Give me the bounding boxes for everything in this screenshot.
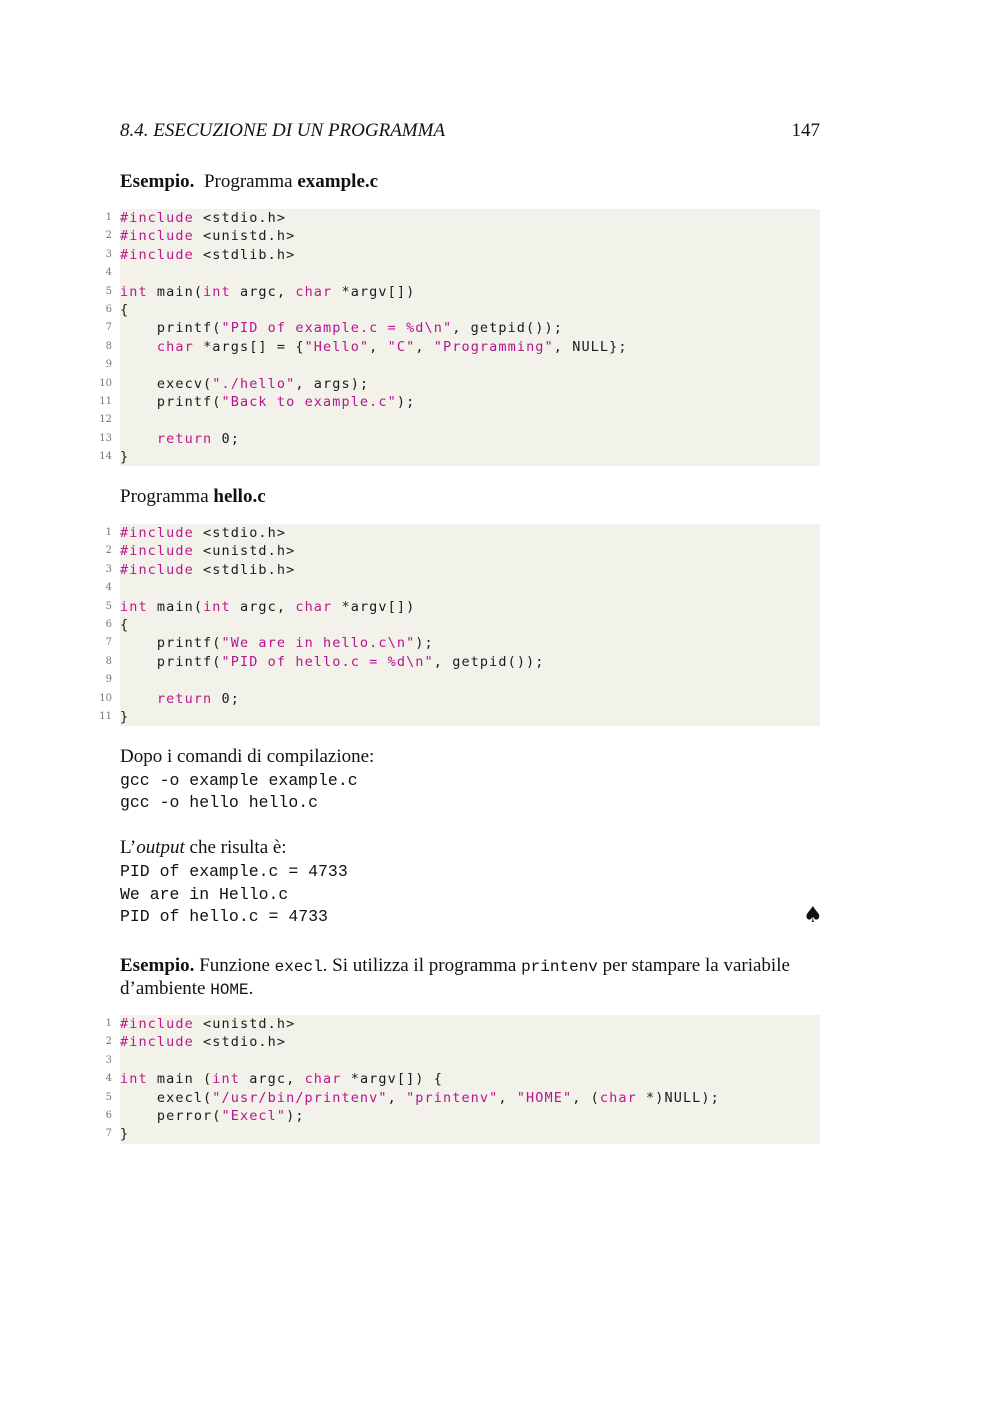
line-number: 1 bbox=[105, 1018, 112, 1029]
code-line bbox=[105, 1052, 820, 1070]
code-text: #include <unistd.h> bbox=[120, 1016, 296, 1032]
example3-paragraph bbox=[120, 955, 820, 1001]
code-text: { bbox=[120, 616, 130, 633]
code-line bbox=[105, 1033, 820, 1051]
code-line bbox=[99, 393, 820, 411]
code-text: perror("Execl"); bbox=[120, 1107, 305, 1124]
code-line bbox=[105, 1089, 820, 1107]
example3-text-4: . bbox=[248, 978, 254, 999]
code-line bbox=[105, 653, 820, 671]
code-line bbox=[105, 561, 820, 579]
example-label: Esempio. bbox=[120, 171, 195, 192]
line-number: 13 bbox=[99, 432, 112, 444]
line-number: 9 bbox=[105, 674, 112, 686]
line-number: 14 bbox=[99, 451, 112, 463]
code-line bbox=[105, 524, 820, 542]
example3-code-3: HOME bbox=[210, 981, 249, 999]
line-number: 4 bbox=[105, 1073, 112, 1085]
code-line bbox=[105, 1070, 820, 1088]
code-line bbox=[105, 283, 820, 301]
code-block-hello bbox=[99, 524, 820, 726]
output-line-2: We are in Hello.c bbox=[120, 885, 289, 904]
code-text: #include <stdio.h> bbox=[120, 525, 287, 541]
example1-heading bbox=[120, 171, 820, 193]
line-number: 7 bbox=[105, 637, 112, 649]
example-label: Esempio. bbox=[120, 955, 195, 976]
example-text: Programma bbox=[203, 171, 298, 192]
output-line-1: PID of example.c = 4733 bbox=[120, 862, 348, 881]
code-text: } bbox=[120, 1126, 130, 1143]
code-line bbox=[105, 209, 820, 227]
example3-code-1: execl bbox=[274, 958, 323, 976]
line-number: 6 bbox=[105, 618, 112, 630]
example3-text-2: . Si utilizza il programma bbox=[322, 955, 522, 976]
running-header bbox=[120, 120, 820, 144]
compile-intro: Dopo i comandi di compilazione: bbox=[120, 746, 375, 767]
example-file: example.c bbox=[297, 171, 379, 192]
compile-command-1: gcc -o example example.c bbox=[120, 771, 358, 790]
code-line bbox=[105, 1107, 820, 1125]
code-line bbox=[105, 671, 820, 689]
line-number: 1 bbox=[105, 527, 112, 538]
code-line bbox=[105, 246, 820, 264]
code-line bbox=[105, 1015, 820, 1033]
line-number: 8 bbox=[105, 655, 112, 667]
code-text: printf("Back to example.c"); bbox=[120, 393, 416, 410]
code-text: printf("We are in hello.c\n"); bbox=[120, 635, 434, 652]
code-text: int main (int argc, char *argv[]) { bbox=[120, 1071, 443, 1088]
code-text: #include <stdio.h> bbox=[120, 210, 287, 226]
line-number: 2 bbox=[105, 230, 112, 242]
code-line bbox=[105, 356, 820, 374]
code-text: execv("./hello", args); bbox=[120, 375, 370, 392]
line-number: 10 bbox=[99, 377, 112, 389]
output-intro-b: output bbox=[136, 837, 185, 858]
line-number: 1 bbox=[105, 212, 112, 223]
code-line bbox=[105, 338, 820, 356]
line-number: 4 bbox=[105, 267, 112, 279]
line-number: 10 bbox=[99, 692, 112, 704]
output-intro bbox=[120, 837, 820, 859]
line-number: 7 bbox=[105, 322, 112, 334]
code-line bbox=[105, 1125, 820, 1143]
output-intro-c: che risulta è: bbox=[184, 837, 287, 858]
code-text: #include <stdio.h> bbox=[120, 1034, 287, 1051]
code-line bbox=[99, 430, 820, 448]
example3-text-3: per stampare la variabile d’ambiente bbox=[120, 955, 790, 999]
code-text: return 0; bbox=[156, 430, 240, 447]
code-block-example bbox=[99, 209, 820, 466]
example3-text-1: Funzione bbox=[194, 955, 275, 976]
example-file: hello.c bbox=[213, 486, 266, 507]
code-line bbox=[105, 319, 820, 337]
line-number: 6 bbox=[105, 1109, 112, 1121]
code-line bbox=[105, 301, 820, 319]
output-intro-a: L’ bbox=[120, 837, 137, 858]
line-number: 6 bbox=[105, 303, 112, 315]
line-number: 3 bbox=[105, 248, 112, 260]
code-text: char *args[] = {"Hello", "C", "Programming", NULL}; bbox=[156, 338, 628, 355]
code-text: #include <unistd.h> bbox=[120, 228, 296, 245]
line-number: 5 bbox=[105, 600, 112, 612]
line-number: 11 bbox=[99, 395, 112, 407]
line-number: 3 bbox=[105, 563, 112, 575]
code-line bbox=[105, 579, 820, 597]
line-number: 3 bbox=[105, 1054, 112, 1066]
line-number: 7 bbox=[105, 1128, 112, 1140]
section-title: 8.4. ESECUZIONE DI UN PROGRAMMA bbox=[120, 120, 446, 141]
spade-icon: ♠ bbox=[803, 903, 823, 928]
example-text: Programma bbox=[120, 486, 214, 507]
code-text: #include <unistd.h> bbox=[120, 543, 296, 560]
line-number: 5 bbox=[105, 285, 112, 297]
code-text: return 0; bbox=[156, 690, 240, 707]
line-number: 2 bbox=[105, 1036, 112, 1048]
code-text: int main(int argc, char *argv[]) bbox=[120, 283, 416, 300]
code-text: int main(int argc, char *argv[]) bbox=[120, 598, 416, 615]
code-text: #include <stdlib.h> bbox=[120, 561, 296, 578]
code-line bbox=[105, 598, 820, 616]
code-text: #include <stdlib.h> bbox=[120, 246, 296, 263]
line-number: 2 bbox=[105, 545, 112, 557]
code-line bbox=[99, 708, 820, 726]
code-line bbox=[105, 264, 820, 282]
compile-command-2: gcc -o hello hello.c bbox=[120, 793, 319, 812]
code-block-execl bbox=[105, 1015, 820, 1144]
example2-heading bbox=[120, 486, 820, 508]
line-number: 12 bbox=[99, 414, 112, 426]
code-line bbox=[99, 411, 820, 429]
example3-code-2: printenv bbox=[521, 958, 598, 976]
page-number: 147 bbox=[791, 120, 820, 141]
code-text: printf("PID of example.c = %d\n", getpid()); bbox=[120, 320, 563, 337]
code-line bbox=[105, 616, 820, 634]
code-text: } bbox=[120, 449, 130, 466]
code-text: } bbox=[120, 708, 130, 725]
code-text: execl("/usr/bin/printenv", "printenv", "HOME", (char *)NULL); bbox=[120, 1089, 720, 1106]
code-text: printf("PID of hello.c = %d\n", getpid()); bbox=[120, 653, 545, 670]
line-number: 5 bbox=[105, 1091, 112, 1103]
code-line bbox=[99, 448, 820, 466]
line-number: 9 bbox=[105, 359, 112, 371]
output-line-3: PID of hello.c = 4733 bbox=[120, 907, 328, 926]
code-line bbox=[99, 690, 820, 708]
code-line bbox=[105, 634, 820, 652]
code-line bbox=[105, 542, 820, 560]
code-text: { bbox=[120, 301, 130, 318]
code-line bbox=[99, 375, 820, 393]
line-number: 8 bbox=[105, 340, 112, 352]
line-number: 11 bbox=[99, 710, 112, 722]
code-line bbox=[105, 227, 820, 245]
line-number: 4 bbox=[105, 582, 112, 594]
